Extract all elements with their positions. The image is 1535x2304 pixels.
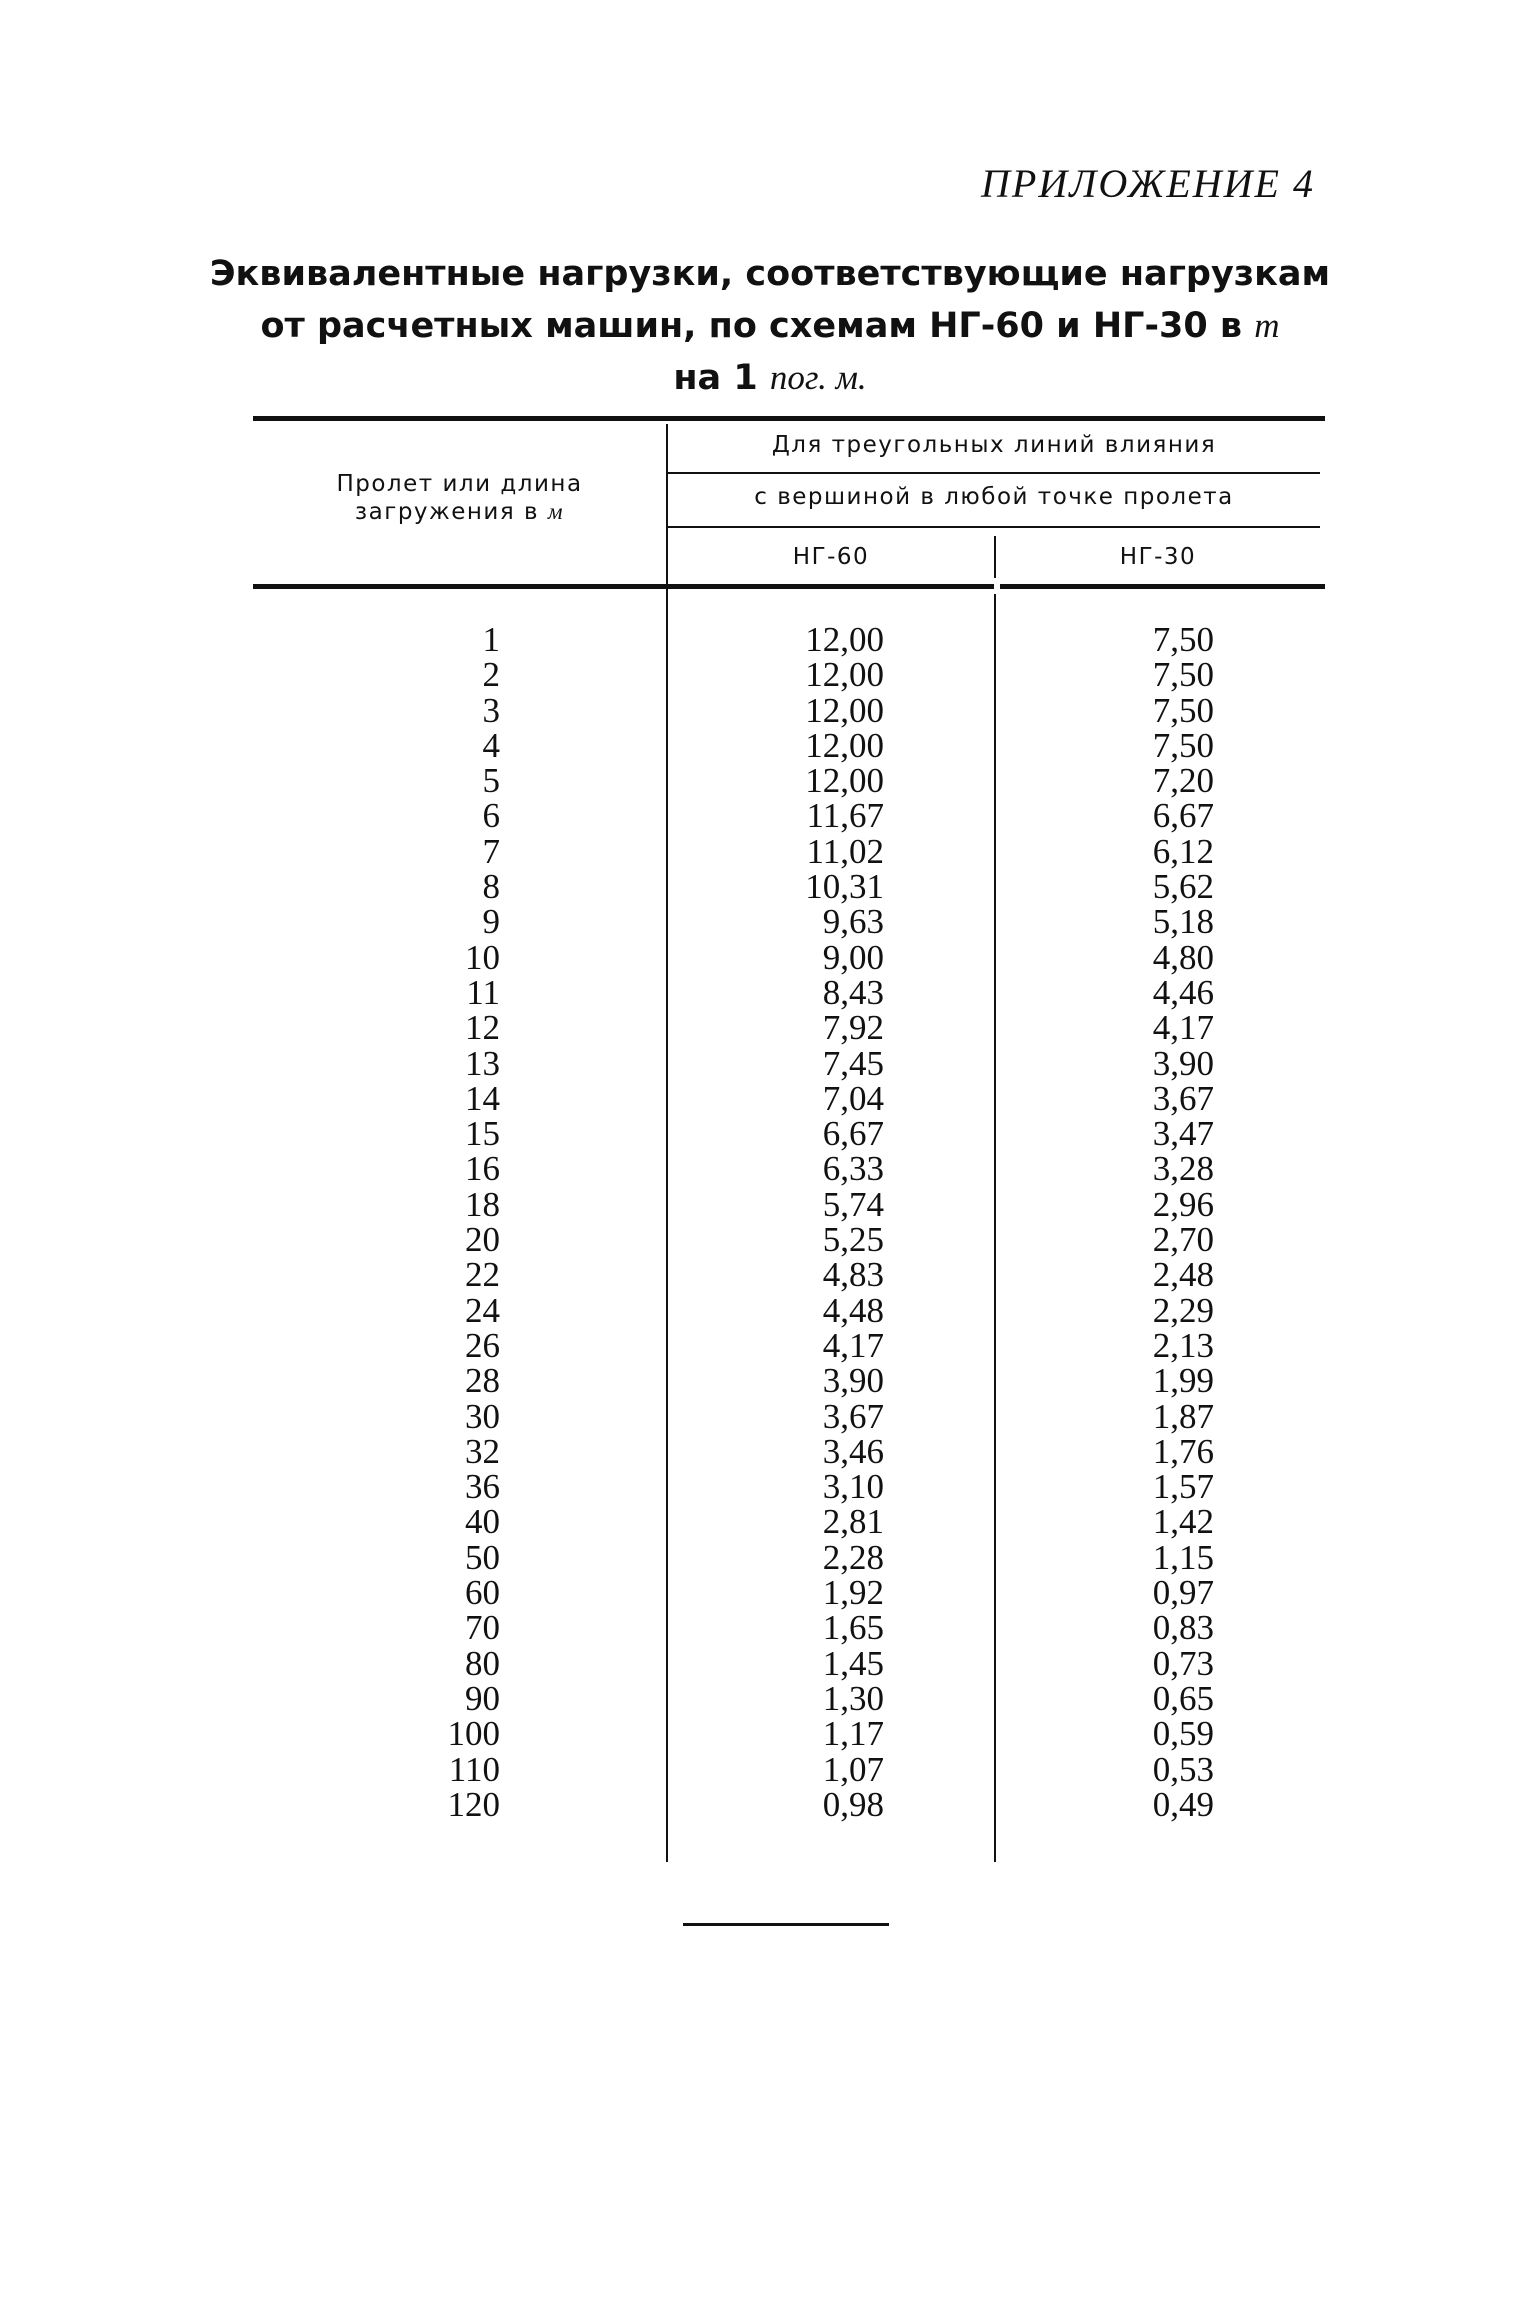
cell-ng30: 7,50 xyxy=(1152,655,1214,695)
table-row xyxy=(0,1396,1535,1436)
cell-span: 18 xyxy=(465,1184,500,1224)
cell-ng30: 2,29 xyxy=(1152,1290,1214,1330)
cell-span: 24 xyxy=(465,1290,500,1330)
header-divider-1 xyxy=(668,472,1320,474)
cell-span: 20 xyxy=(465,1220,500,1260)
cell-span: 14 xyxy=(465,1078,500,1118)
cell-span: 10 xyxy=(465,937,500,977)
cell-ng60: 12,00 xyxy=(805,690,884,730)
cell-span: 60 xyxy=(465,1573,500,1613)
cell-ng30: 6,12 xyxy=(1152,831,1214,871)
cell-ng30: 4,46 xyxy=(1152,972,1214,1012)
cell-ng30: 4,17 xyxy=(1152,1008,1214,1048)
vertical-divider-gap xyxy=(994,578,1000,594)
cell-span: 110 xyxy=(448,1749,500,1789)
cell-span: 22 xyxy=(465,1255,500,1295)
cell-ng30: 4,80 xyxy=(1152,937,1214,977)
table-row xyxy=(0,1184,1535,1224)
cell-ng30: 5,62 xyxy=(1152,867,1214,907)
cell-ng60: 1,65 xyxy=(822,1608,884,1648)
cell-span: 50 xyxy=(465,1537,500,1577)
table-row xyxy=(0,1608,1535,1648)
table-row xyxy=(0,1149,1535,1189)
table-row xyxy=(0,1255,1535,1295)
cell-ng30: 1,15 xyxy=(1152,1537,1214,1577)
cell-ng60: 2,81 xyxy=(822,1502,884,1542)
cell-ng30: 0,97 xyxy=(1152,1573,1214,1613)
cell-span: 3 xyxy=(482,690,500,730)
header-group: Для треугольных линий влияния xyxy=(771,432,1217,458)
header-col-ng30: НГ-30 xyxy=(1119,544,1197,570)
table-header-rule xyxy=(253,584,1325,589)
cell-ng60: 3,90 xyxy=(822,1361,884,1401)
cell-ng30: 3,90 xyxy=(1152,1043,1214,1083)
table-row xyxy=(0,622,1535,657)
table-row xyxy=(0,937,1535,977)
title-unit-t: т xyxy=(1254,306,1280,345)
table-row xyxy=(0,1502,1535,1542)
table-top-rule xyxy=(253,416,1325,421)
cell-ng30: 0,59 xyxy=(1152,1714,1214,1754)
table-row xyxy=(0,867,1535,907)
table-row xyxy=(0,1714,1535,1754)
cell-span: 6 xyxy=(482,796,500,836)
cell-ng60: 8,43 xyxy=(822,972,884,1012)
table-row xyxy=(0,831,1535,871)
cell-span: 90 xyxy=(465,1678,500,1718)
cell-ng60: 11,67 xyxy=(806,796,884,836)
appendix-label: ПРИЛОЖЕНИЕ 4 xyxy=(981,161,1315,206)
cell-ng30: 6,67 xyxy=(1152,796,1214,836)
table-row xyxy=(0,1290,1535,1330)
title-line-3-text: на 1 xyxy=(673,358,770,398)
cell-ng60: 1,92 xyxy=(822,1573,884,1613)
cell-ng30: 1,42 xyxy=(1152,1502,1214,1542)
cell-span: 7 xyxy=(482,831,500,871)
table-row xyxy=(0,761,1535,801)
cell-span: 4 xyxy=(482,725,500,765)
cell-ng30: 3,28 xyxy=(1152,1149,1214,1189)
cell-ng30: 3,67 xyxy=(1152,1078,1214,1118)
cell-span: 12 xyxy=(465,1008,500,1048)
cell-ng60: 11,02 xyxy=(806,831,884,871)
cell-span: 100 xyxy=(447,1714,500,1754)
table-body xyxy=(0,622,1535,1822)
table-row xyxy=(0,1043,1535,1083)
header-span-text: Пролет или длина загружения в xyxy=(336,471,583,525)
table-row xyxy=(0,796,1535,836)
cell-ng60: 10,31 xyxy=(805,867,884,907)
table-row xyxy=(0,655,1535,695)
header-subgroup: с вершиной в любой точке пролета xyxy=(754,484,1234,510)
cell-span: 28 xyxy=(465,1361,500,1401)
cell-span: 16 xyxy=(465,1149,500,1189)
title-line-2 xyxy=(200,300,1340,352)
cell-ng60: 9,63 xyxy=(822,902,884,942)
cell-ng30: 0,53 xyxy=(1152,1749,1214,1789)
table-row xyxy=(0,1220,1535,1260)
header-divider-2 xyxy=(668,526,1320,528)
table-row xyxy=(0,725,1535,765)
cell-ng30: 7,50 xyxy=(1152,690,1214,730)
table-row xyxy=(0,1431,1535,1471)
cell-ng30: 1,99 xyxy=(1152,1361,1214,1401)
cell-ng30: 2,13 xyxy=(1152,1325,1214,1365)
cell-ng30: 1,76 xyxy=(1152,1431,1214,1471)
cell-ng60: 3,67 xyxy=(822,1396,884,1436)
cell-ng60: 5,74 xyxy=(822,1184,884,1224)
cell-ng60: 7,92 xyxy=(822,1008,884,1048)
cell-ng60: 12,00 xyxy=(805,725,884,765)
cell-ng60: 1,30 xyxy=(822,1678,884,1718)
cell-span: 15 xyxy=(465,1114,500,1154)
table-row xyxy=(0,972,1535,1012)
cell-ng60: 12,00 xyxy=(805,655,884,695)
cell-ng30: 2,70 xyxy=(1152,1220,1214,1260)
table-row xyxy=(0,1325,1535,1365)
cell-ng30: 1,57 xyxy=(1152,1467,1214,1507)
cell-ng30: 0,73 xyxy=(1152,1643,1214,1683)
cell-ng30: 3,47 xyxy=(1152,1114,1214,1154)
header-col-ng60: НГ-60 xyxy=(792,544,870,570)
cell-span: 80 xyxy=(465,1643,500,1683)
header-span-length xyxy=(253,470,666,526)
cell-ng30: 0,65 xyxy=(1152,1678,1214,1718)
cell-ng60: 6,67 xyxy=(822,1114,884,1154)
cell-span: 1 xyxy=(482,620,500,659)
cell-ng30: 5,18 xyxy=(1152,902,1214,942)
cell-ng60: 12,00 xyxy=(805,761,884,801)
cell-ng60: 0,98 xyxy=(822,1784,884,1824)
cell-ng60: 4,83 xyxy=(822,1255,884,1295)
cell-ng60: 1,07 xyxy=(822,1749,884,1789)
cell-ng60: 3,10 xyxy=(822,1467,884,1507)
cell-ng30: 7,50 xyxy=(1152,620,1214,659)
cell-ng60: 9,00 xyxy=(822,937,884,977)
cell-ng60: 5,25 xyxy=(822,1220,884,1260)
table-row xyxy=(0,1078,1535,1118)
cell-ng60: 1,17 xyxy=(822,1714,884,1754)
cell-span: 120 xyxy=(447,1784,500,1824)
cell-ng30: 7,50 xyxy=(1152,725,1214,765)
cell-span: 9 xyxy=(482,902,500,942)
cell-ng60: 3,46 xyxy=(822,1431,884,1471)
cell-span: 2 xyxy=(482,655,500,695)
cell-ng60: 1,45 xyxy=(822,1643,884,1683)
cell-span: 36 xyxy=(465,1467,500,1507)
table-row xyxy=(0,1678,1535,1718)
cell-span: 26 xyxy=(465,1325,500,1365)
cell-span: 13 xyxy=(465,1043,500,1083)
table-row xyxy=(0,1361,1535,1401)
table-row xyxy=(0,1114,1535,1154)
cell-ng30: 1,87 xyxy=(1152,1396,1214,1436)
cell-span: 70 xyxy=(465,1608,500,1648)
title-line-3 xyxy=(200,352,1340,404)
cell-ng30: 0,83 xyxy=(1152,1608,1214,1648)
table-row xyxy=(0,1784,1535,1824)
cell-span: 32 xyxy=(465,1431,500,1471)
cell-ng60: 7,45 xyxy=(822,1043,884,1083)
header-span-unit: м xyxy=(547,499,565,524)
table-row xyxy=(0,1643,1535,1683)
cell-ng30: 2,48 xyxy=(1152,1255,1214,1295)
cell-ng60: 12,00 xyxy=(805,620,884,659)
title-line-2-text: от расчетных машин, по схемам НГ-60 и НГ-30 в xyxy=(260,306,1255,346)
table-row xyxy=(0,1537,1535,1577)
cell-ng30: 7,20 xyxy=(1152,761,1214,801)
table-row xyxy=(0,690,1535,730)
cell-span: 8 xyxy=(482,867,500,907)
document-title xyxy=(200,248,1340,404)
cell-span: 40 xyxy=(465,1502,500,1542)
cell-ng30: 0,49 xyxy=(1152,1784,1214,1824)
end-rule xyxy=(683,1923,889,1926)
table-row xyxy=(0,1008,1535,1048)
cell-ng60: 2,28 xyxy=(822,1537,884,1577)
cell-span: 11 xyxy=(466,972,500,1012)
cell-ng60: 4,17 xyxy=(822,1325,884,1365)
table-row xyxy=(0,1573,1535,1613)
cell-span: 30 xyxy=(465,1396,500,1436)
table-row xyxy=(0,1749,1535,1789)
table-row xyxy=(0,902,1535,942)
title-line-1: Эквивалентные нагрузки, соответствующие нагрузкам xyxy=(209,254,1331,294)
cell-ng60: 6,33 xyxy=(822,1149,884,1189)
cell-ng60: 7,04 xyxy=(822,1078,884,1118)
cell-ng30: 2,96 xyxy=(1152,1184,1214,1224)
title-unit-pog-m: пог. м. xyxy=(769,358,867,397)
table-row xyxy=(0,1467,1535,1507)
cell-ng60: 4,48 xyxy=(822,1290,884,1330)
cell-span: 5 xyxy=(482,761,500,801)
